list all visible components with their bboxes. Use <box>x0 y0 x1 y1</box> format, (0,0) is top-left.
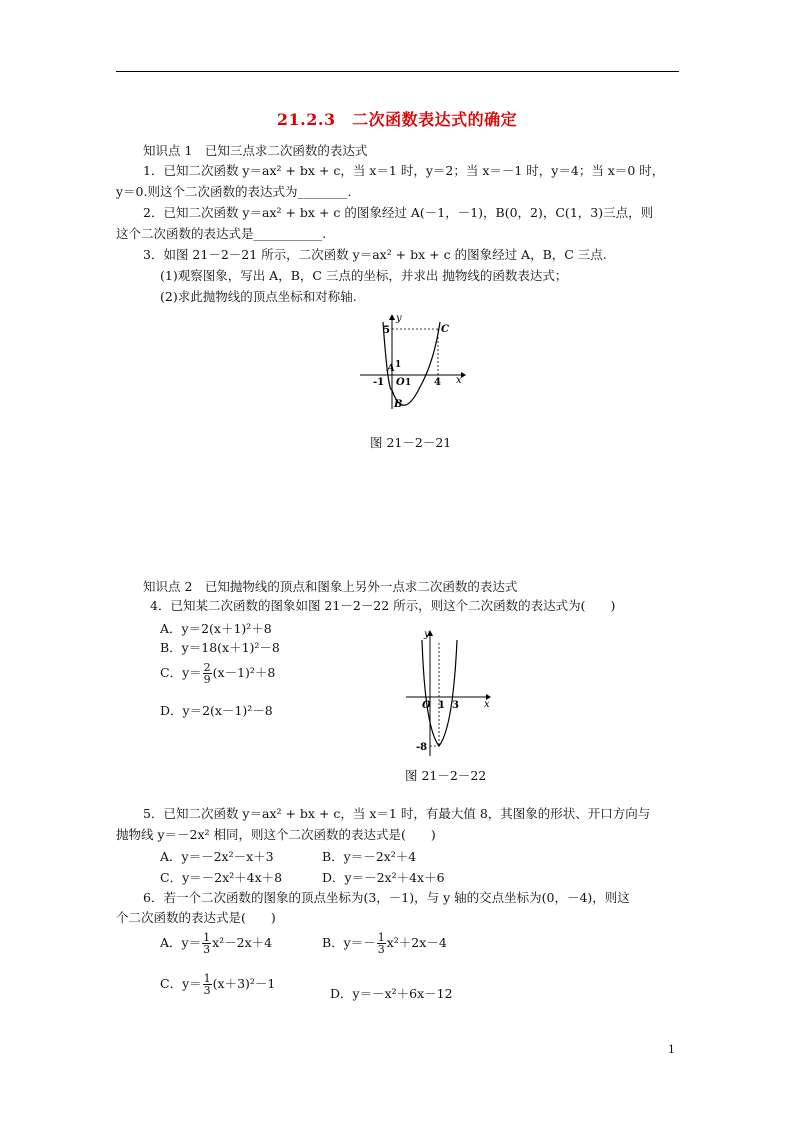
question-6-option-d: D．y＝－x²＋6x－12 <box>330 986 453 1001</box>
tick-1-x: 1 <box>405 378 412 388</box>
fraction-denominator: 9 <box>203 673 211 686</box>
tick-1: 1 <box>438 700 445 711</box>
question-5-line-2: 抛物线 y＝－2x² 相同，则这个二次函数的表达式是( ) <box>116 827 436 842</box>
question-4-option-a: A．y＝2(x＋1)²＋8 <box>160 621 272 636</box>
question-6-option-a <box>160 932 272 955</box>
question-3-line-1: 3．如图 21－2－21 所示，二次函数 y＝ax² + bx + c 的图象经过 A，B，C 三点. <box>143 247 607 262</box>
y-label: y <box>396 313 402 324</box>
section-heading-2: 知识点 2 已知抛物线的顶点和图象上另外一点求二次函数的表达式 <box>143 579 518 594</box>
option-a-prefix: A．y＝ <box>160 935 202 950</box>
point-a-label: A <box>387 363 395 374</box>
fraction <box>203 973 212 996</box>
tick-5: 5 <box>383 325 390 336</box>
question-3-sub-2: (2)求此抛物线的顶点坐标和对称轴. <box>160 289 357 304</box>
point-b-label: B <box>394 399 403 410</box>
fraction-denominator: 3 <box>377 943 385 956</box>
x-label: x <box>484 699 490 710</box>
question-4-option-b: B．y＝18(x＋1)²－8 <box>160 640 280 655</box>
fraction-denominator: 3 <box>203 984 211 997</box>
point-c-label: C <box>441 324 449 335</box>
option-a-suffix: x²－2x＋4 <box>212 935 273 950</box>
page-title: 21.2.3 二次函数表达式的确定 <box>276 110 518 129</box>
fraction <box>377 932 386 955</box>
fraction-numerator: 1 <box>377 931 385 944</box>
question-4-option-d: D．y＝2(x－1)²－8 <box>160 703 273 718</box>
question-6-line-2: 个二次函数的表达式是( ) <box>116 910 276 925</box>
tick-neg1: -1 <box>373 377 385 388</box>
option-b-prefix: B．y＝－ <box>322 935 376 950</box>
option-b-suffix: x²＋2x－4 <box>386 935 447 950</box>
question-5-line-1: 5．已知二次函数 y＝ax² + bx + c，当 x＝1 时，有最大值 8，其图象的形状、开口方向与 <box>143 806 651 821</box>
option-c-suffix: (x＋3)²－1 <box>212 976 276 991</box>
fraction <box>203 662 212 685</box>
figure-21-2-22 <box>404 628 499 758</box>
option-c-prefix: C．y＝ <box>160 976 202 991</box>
figure-caption-21-2-22: 图 21－2－22 <box>405 768 487 783</box>
y-label: y <box>424 629 430 640</box>
question-4-stem: 4．已知某二次函数的图象如图 21－2－22 所示，则这个二次函数的表达式为( ) <box>150 598 616 613</box>
question-6-option-b <box>322 932 447 955</box>
origin-label: O <box>422 700 431 711</box>
fraction <box>202 932 211 955</box>
parabola-curve <box>422 640 457 746</box>
question-5-option-a: A．y＝－2x²－x＋3 <box>160 849 274 864</box>
question-1-line-2: y＝0.则这个二次函数的表达式为________. <box>116 184 352 199</box>
fraction-denominator: 3 <box>203 943 211 956</box>
fraction-numerator: 1 <box>203 972 211 985</box>
question-5-option-d: D．y＝－2x²＋4x＋6 <box>322 870 445 885</box>
question-3-sub-1: (1)观察图象，写出 A，B，C 三点的坐标，并求出 抛物线的函数表达式； <box>160 268 568 283</box>
question-4-option-c <box>160 662 275 685</box>
figure-caption-21-2-21: 图 21－2－21 <box>370 435 452 450</box>
option-c-prefix: C．y＝ <box>160 665 202 680</box>
page-number: 1 <box>668 1043 675 1056</box>
question-5-option-b: B．y＝－2x²＋4 <box>322 849 417 864</box>
tick-4: 4 <box>434 377 441 388</box>
section-heading-1: 知识点 1 已知三点求二次函数的表达式 <box>143 143 368 158</box>
fraction-numerator: 1 <box>203 931 211 944</box>
fraction-numerator: 2 <box>203 661 211 674</box>
origin-label: O <box>396 377 405 388</box>
question-6-option-c <box>160 973 275 996</box>
x-label: x <box>456 375 462 386</box>
question-5-option-c: C．y＝－2x²＋4x＋8 <box>160 870 283 885</box>
question-2-line-1: 2．已知二次函数 y＝ax² + bx + c 的图象经过 A(－1，－1)，B(0，2)，C(1，3)三点，则 <box>143 205 654 220</box>
x-axis-arrow <box>461 372 466 378</box>
tick-3: 3 <box>452 700 459 711</box>
tick-1-y: 1 <box>395 360 402 370</box>
tick-neg8: -8 <box>416 742 428 753</box>
question-6-line-1: 6．若一个二次函数的图象的顶点坐标为(3，－1)，与 y 轴的交点坐标为(0，－4)，则这 <box>143 890 630 905</box>
question-1-line-1: 1．已知二次函数 y＝ax² + bx + c，当 x＝1 时，y＝2；当 x＝－1 时，y＝4；当 x＝0 时， <box>143 163 665 178</box>
header-rule <box>116 71 679 72</box>
option-c-suffix: (x－1)²＋8 <box>212 665 276 680</box>
question-2-line-2: 这个二次函数的表达式是___________. <box>116 226 327 241</box>
figure-21-2-21 <box>358 312 468 412</box>
y-axis-arrow <box>389 314 395 320</box>
